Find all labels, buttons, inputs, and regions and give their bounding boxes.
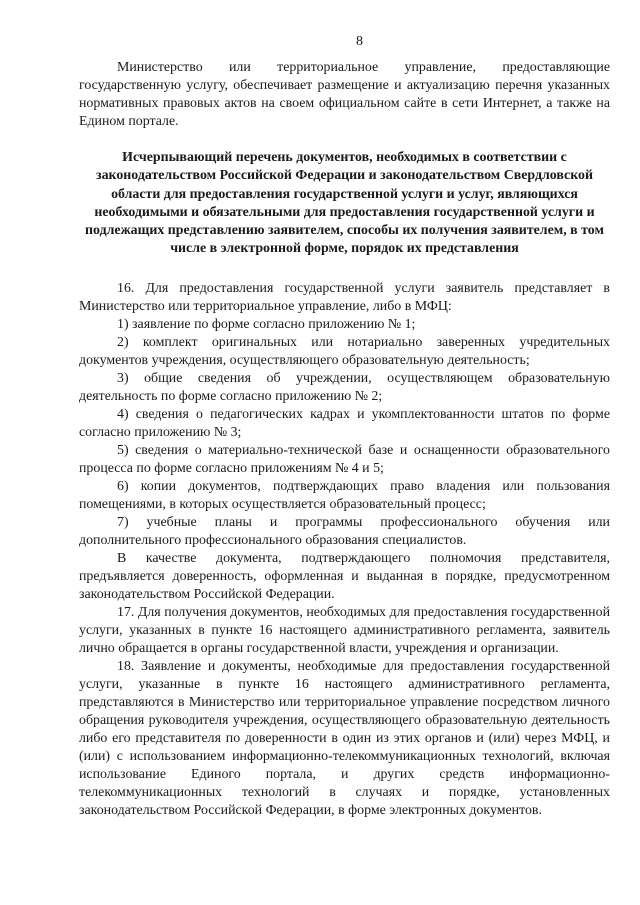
list-item-1: 1) заявление по форме согласно приложению № 1;: [117, 316, 416, 332]
list-item-6: 6) копии документов, подтверждающих право владения или пользования помещениями, в которых осуществляется образовательный процесс;: [79, 478, 610, 512]
section-heading: Исчерпывающий перечень документов, необходимых в соответствии с законодательством Российской Федерации и законодательством Свердловской области для предоставления государственной услуги и услуг, являющихся необходимыми и обязательными для предоставления государственной услуги и подлежащих представлению заявителем, способы их получения заявителем, в том числе в электронной форме, порядок их представления: [85, 150, 604, 257]
paragraph-17: 17. Для получения документов, необходимых для предоставления государственной услуги, указанных в пункте 16 настоящего административного регламента, заявитель лично обращается в органы государственной власти, учреждения и организации.: [79, 604, 610, 656]
paragraph-16-intro: 16. Для предоставления государственной услуги заявитель представляет в Министерство или территориальное управление, либо в МФЦ:: [79, 280, 610, 314]
list-item-5: 5) сведения о материально-технической базе и оснащенности образовательного процесса по форме согласно приложениям № 4 и 5;: [79, 442, 610, 476]
list-item-2: 2) комплект оригинальных или нотариально заверенных учредительных документов учреждения, осуществляющего образовательную деятельность;: [79, 334, 610, 368]
page-number: 8: [356, 34, 363, 49]
intro-paragraph: Министерство или территориальное управление, предоставляющие государственную услугу, обеспечивает размещение и актуализацию перечня указанных нормативных правовых актов на своем официальном сайте в сети Интернет, а также на Едином портале.: [79, 60, 610, 129]
representative-paragraph: В качестве документа, подтверждающего полномочия представителя, предъявляется доверенность, оформленная и выданная в порядке, предусмотренном законодательством Российской Федерации.: [79, 550, 610, 602]
list-item-4: 4) сведения о педагогических кадрах и укомплектованности штатов по форме согласно приложению № 3;: [79, 406, 610, 440]
list-item-7: 7) учебные планы и программы профессионального обучения или дополнительного профессионального образования специалистов.: [79, 514, 610, 548]
paragraph-18: 18. Заявление и документы, необходимые для предоставления государственной услуги, указанные в пункте 16 настоящего административного регламента, представляются в Министерство или территориальное управление посредством личного обращения руководителя учреждения, осуществляющего образовательную деятельность либо его представителя по доверенности в один из этих органов и (или) через МФЦ, и (или) с использованием информационно-телекоммуникационных технологий, включая использование Единого портала, и других средств информационно-телекоммуникационных технологий в случаях и порядке, установленных законодательством Российской Федерации, в форме электронных документов.: [79, 658, 610, 818]
list-item-3: 3) общие сведения об учреждении, осуществляющем образовательную деятельность по форме согласно приложению № 2;: [79, 370, 610, 404]
